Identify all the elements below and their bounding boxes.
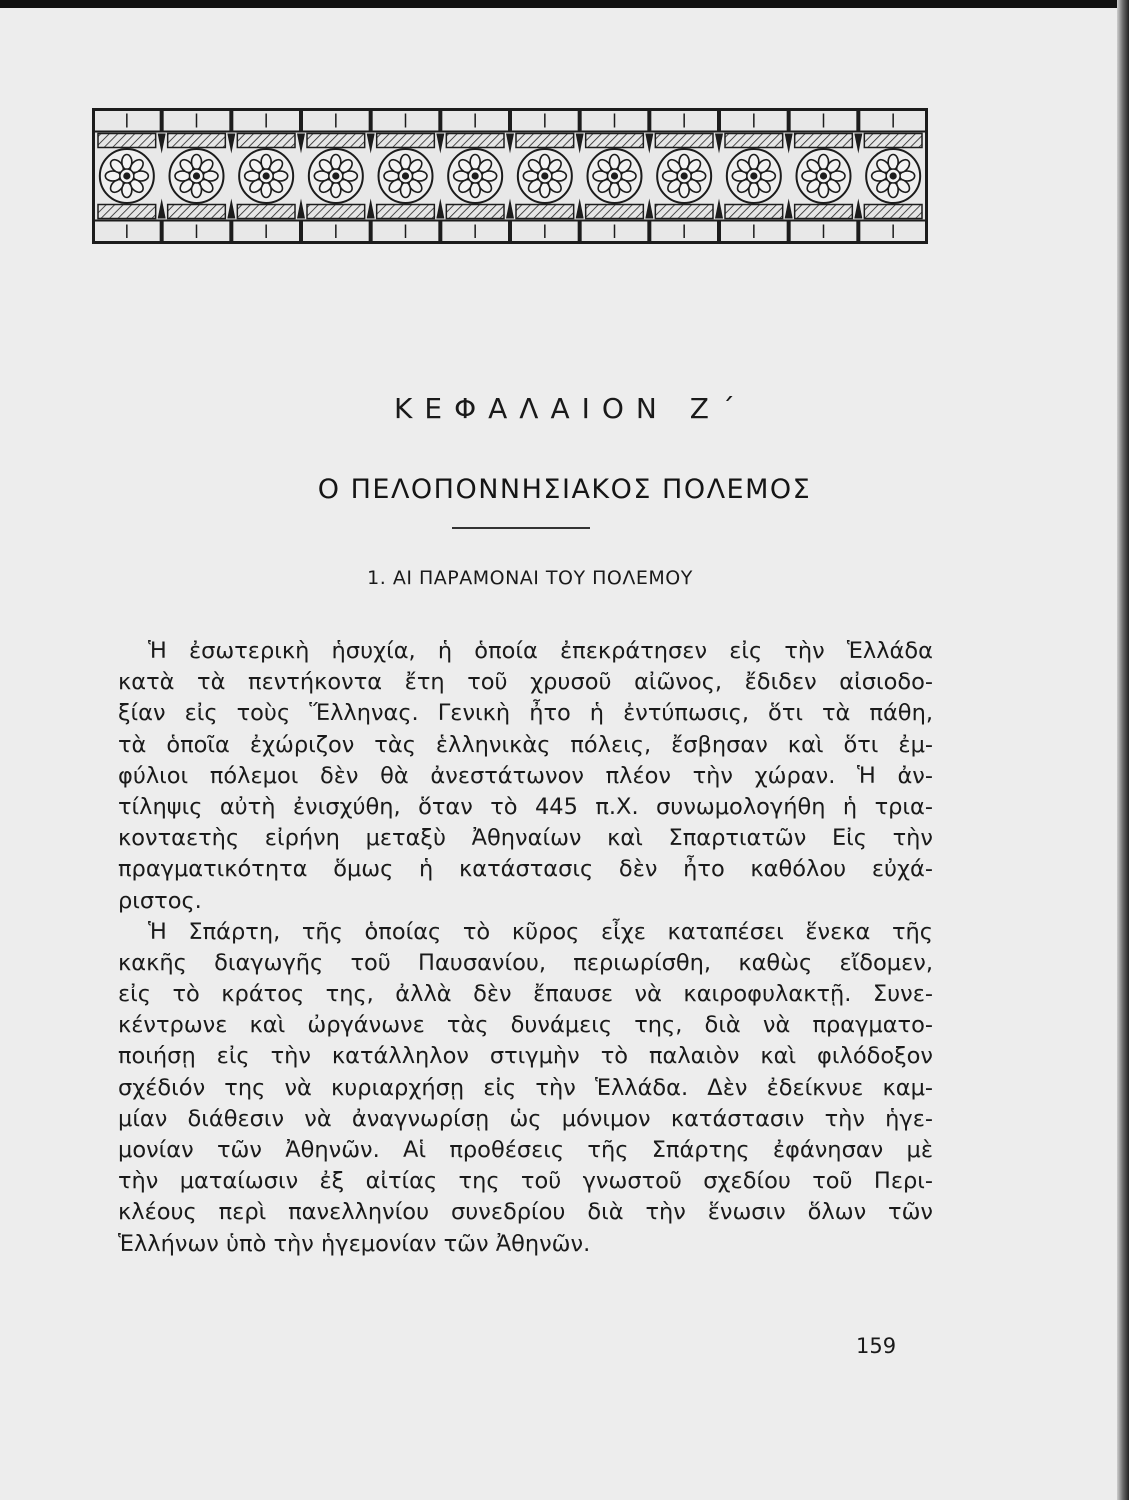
decorative-rosette-band <box>92 108 928 244</box>
scan-border-right <box>1117 0 1129 1500</box>
ornament-hatch <box>516 205 574 219</box>
ornament-hatch <box>98 205 156 219</box>
rosette-center <box>611 172 618 179</box>
rosette-center <box>402 172 409 179</box>
rosette-center <box>541 172 548 179</box>
chapter-heading: ΚΕΦΑΛΑΙΟΝ Ζ΄ <box>394 392 747 425</box>
ornament-hatch <box>377 134 435 148</box>
ornament-hatch <box>864 205 922 219</box>
rosette-center <box>263 172 270 179</box>
text-line: ριστος. <box>118 887 202 914</box>
ornament-hatch <box>168 205 226 219</box>
paragraph <box>118 636 933 917</box>
text-line: ποιήσῃ εἰς τὴν κατάλληλον στιγμὴν τὸ παλαιὸν καὶ φιλόδοξον <box>118 1043 933 1070</box>
text-line: σχέδιόν της νὰ κυριαρχήσῃ εἰς τὴν Ἑλλάδα. Δὲν ἐδείκνυε καμ- <box>118 1074 933 1101</box>
section-heading: 1. ΑΙ ΠΑΡΑΜΟΝΑΙ ΤΟΥ ΠΟΛΕΜΟΥ <box>367 567 693 589</box>
text-line: μονίαν τῶν Ἀθηνῶν. Αἱ προθέσεις τῆς Σπάρτης ἐφάνησαν μὲ <box>118 1137 933 1163</box>
text-line: κονταετὴς εἰρήνη μεταξὺ Ἀθηναίων καὶ Σπαρτιατῶν Εἰς τὴν <box>118 825 933 852</box>
rosette-center <box>472 172 479 179</box>
ornament-hatch <box>725 134 783 148</box>
chapter-title: Ο ΠΕΛΟΠΟΝΝΗΣΙΑΚΟΣ ΠΟΛΕΜΟΣ <box>317 474 812 505</box>
text-line: τὴν ματαίωσιν ἐξ αἰτίας της τοῦ γνωστοῦ σχεδίου τοῦ Περι- <box>118 1168 933 1195</box>
rosette-center <box>820 172 827 179</box>
ornament-hatch <box>377 205 435 219</box>
rosette-center <box>681 172 688 179</box>
ornament-hatch <box>516 134 574 148</box>
text-line: κλέους περὶ πανελληνίου συνεδρίου διὰ τὴν ἕνωσιν ὅλων τῶν <box>118 1199 933 1226</box>
page-number: 159 <box>856 1334 897 1358</box>
ornament-hatch <box>446 134 504 148</box>
rosette-center <box>890 172 897 179</box>
text-line: ξίαν εἰς τοὺς Ἕλληνας. Γενικὴ ἦτο ἡ ἐντύπωσις, ὅτι τὰ πάθη, <box>118 700 933 727</box>
text-line: κατὰ τὰ πεντήκοντα ἔτη τοῦ χρυσοῦ αἰῶνος, ἔδιδεν αἰσιοδο- <box>118 669 933 696</box>
ornament-hatch <box>864 134 922 148</box>
title-divider <box>452 527 590 529</box>
text-line: μίαν διάθεσιν νὰ ἀναγνωρίσῃ ὡς μόνιμον κατάστασιν τὴν ἡγε- <box>118 1105 933 1132</box>
ornament-hatch <box>586 134 644 148</box>
ornament-hatch <box>725 205 783 219</box>
text-line: Ἡ ἐσωτερικὴ ἡσυχία, ἡ ὁποία ἐπεκράτησεν εἰς τὴν Ἑλλάδα <box>148 638 933 664</box>
ornament-hatch <box>446 205 504 219</box>
text-line: κέντρωνε καὶ ὠργάνωνε τὰς δυνάμεις της, διὰ νὰ πραγματο- <box>118 1012 933 1039</box>
scan-border-top <box>0 0 1129 8</box>
ornament-hatch <box>237 205 295 219</box>
rosette-center <box>193 172 200 179</box>
ornament-hatch <box>795 205 853 219</box>
ornament-hatch <box>655 134 713 148</box>
rosette-center <box>750 172 757 179</box>
ornament-hatch <box>586 205 644 219</box>
paragraph <box>118 917 933 1260</box>
text-line: φύλιοι πόλεμοι δὲν θὰ ἀνεστάτωνον πλέον τὴν χώραν. Ἡ ἀν- <box>118 762 933 789</box>
text-line: πραγματικότητα ὅμως ἡ κατάστασις δὲν ἦτο καθόλου εὐχά- <box>118 856 933 883</box>
ornament-hatch <box>795 134 853 148</box>
ornament-hatch <box>98 134 156 148</box>
text-line: εἰς τὸ κράτος της, ἀλλὰ δὲν ἔπαυσε νὰ καιροφυλακτῇ. Συνε- <box>118 981 933 1008</box>
rosette-center <box>332 172 339 179</box>
text-line: τίληψις αὐτὴ ἐνισχύθη, ὅταν τὸ 445 π.Χ. συνωμολογήθη ἡ τρια- <box>118 793 933 820</box>
ornament-hatch <box>655 205 713 219</box>
ornament-hatch <box>168 134 226 148</box>
ornament-hatch <box>237 134 295 148</box>
text-line: Ἑλλήνων ὑπὸ τὴν ἡγεμονίαν τῶν Ἀθηνῶν. <box>118 1230 591 1257</box>
text-line: Ἡ Σπάρτη, τῆς ὁποίας τὸ κῦρος εἶχε καταπέσει ἕνεκα τῆς <box>148 918 933 945</box>
text-line: κακῆς διαγωγῆς τοῦ Παυσανίου, περιωρίσθη, καθὼς εἴδομεν, <box>118 949 933 976</box>
text-line: τὰ ὁποῖα ἐχώριζον τὰς ἑλληνικὰς πόλεις, ἔσβησαν καὶ ὅτι ἐμ- <box>118 731 933 758</box>
rosette-center <box>123 172 130 179</box>
ornament-hatch <box>307 205 365 219</box>
ornament-hatch <box>307 134 365 148</box>
body-text <box>118 636 933 1260</box>
